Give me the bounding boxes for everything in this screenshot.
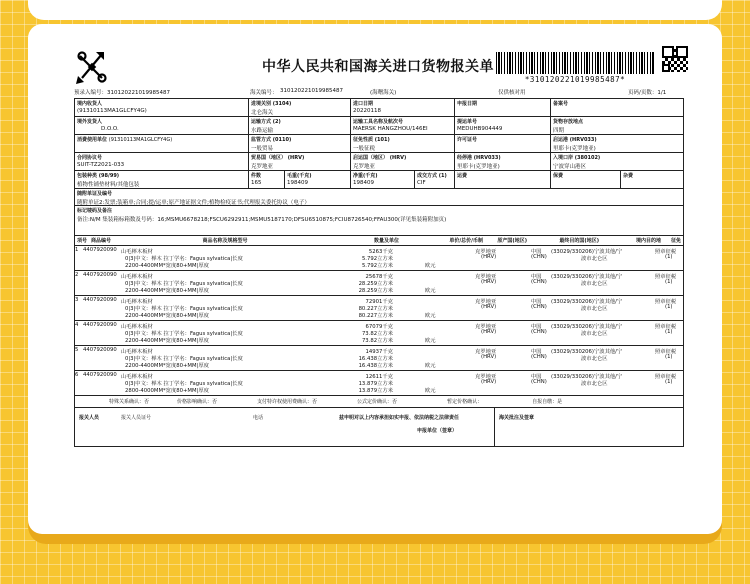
pieces-label: 件数 xyxy=(251,173,262,179)
shipper: D.O.O. xyxy=(101,126,119,132)
qr-code-icon xyxy=(662,46,688,72)
goods-name: 山毛榉木板材 xyxy=(121,249,153,255)
goods-row xyxy=(75,296,683,321)
customs-emblem-icon xyxy=(74,48,110,86)
statement: 兹申明对以上内容承担如实申报、依法纳税之法律责任 xyxy=(339,415,460,421)
goods-spec2: 2200-4400MM*宽度80+MM|厚度 xyxy=(125,313,209,319)
goods-q3: 5.792立方米 xyxy=(361,263,393,269)
goods-no: 6 xyxy=(75,372,79,378)
goods-place: (33029/330206)宁波其他/宁 xyxy=(551,324,623,330)
goods-spec1: 0|3|中文：榉木 拉丁学名：Fagus sylvatica|长度 xyxy=(125,281,243,287)
goods-levy: 照章征税 xyxy=(655,349,677,355)
goods-q1: 25678千克 xyxy=(365,274,393,280)
docs: 随附单证2:发票;装箱单;合同;提/运单;原产地证据文件;植物检疫证书;代理报关委托协议（电子） xyxy=(77,200,310,205)
entry-place: 宁波穿山港区 xyxy=(553,164,587,170)
col-no: 项号 xyxy=(77,238,88,244)
goods-no: 3 xyxy=(75,297,79,303)
goods-row xyxy=(75,321,683,346)
goods-name: 山毛榉木板材 xyxy=(121,274,153,280)
goods-origin-code: (HRV) xyxy=(481,279,497,285)
consignee: (91310113MA1GLCFY4G) xyxy=(77,108,147,114)
confirm-royalty: 支付特许权使用费确认：否 xyxy=(257,399,318,405)
transport-code: (2) xyxy=(272,119,281,125)
vessel-label: 运输工具名称及航次号 xyxy=(353,119,404,125)
stop-port-code: (HRV033) xyxy=(473,155,501,161)
gross: 198409 xyxy=(287,180,308,186)
goods-code: 4407920090 xyxy=(83,372,117,378)
page-no: 页码/页数：1/1 xyxy=(628,90,667,96)
goods-dest-cn: 中国 xyxy=(531,349,542,355)
transport: 水路运输 xyxy=(251,128,274,134)
goods-levy2: (1) xyxy=(665,354,673,360)
col-dest: 最终目的国(地区) xyxy=(559,238,599,244)
goods-code: 4407920090 xyxy=(83,347,117,353)
net-label: 净重(千克) xyxy=(353,173,378,179)
goods-spec2: 2200-4400MM*宽度80+MM|厚度 xyxy=(125,263,209,269)
goods-q2: 16.438立方米 xyxy=(358,356,393,362)
goods-place: (33029/330206)宁波其他/宁 xyxy=(551,374,623,380)
goods-spec2: 2800-4000MM*宽度80+MM|厚度 xyxy=(125,388,209,394)
goods-place2: 波市北仑区 xyxy=(581,256,608,262)
goods-levy2: (1) xyxy=(665,329,673,335)
goods-name: 山毛榉木板材 xyxy=(121,349,153,355)
goods-spec1: 0|3|中文：榉木 拉丁学名：Fagus sylvatica|长度 xyxy=(125,356,243,362)
goods-dest-cn: 中国 xyxy=(531,274,542,280)
bl-label: 提运单号 xyxy=(457,119,478,125)
goods-no: 1 xyxy=(75,247,79,253)
goods-cur: 欧元 xyxy=(425,388,436,394)
goods-q1: 5263千克 xyxy=(368,249,393,255)
goods-spec2: 2200-4400MM*宽度80+MM|厚度 xyxy=(125,288,209,294)
goods-dest-cn: 中国 xyxy=(531,249,542,255)
consumer-label: 消费使用单位 xyxy=(77,137,108,143)
consumer: (91310113MA1GLCFY4G) xyxy=(108,137,173,143)
import-date: 20220118 xyxy=(353,108,381,114)
barcode-text: *310120221019985487* xyxy=(524,75,626,84)
verify-only: 仅供核对用 xyxy=(498,90,526,96)
goods-spec2: 2200-4400MM*宽度80+MM|厚度 xyxy=(125,338,209,344)
declarant-cert-label: 报关人员证号 xyxy=(121,415,152,421)
goods-place2: 波市北仑区 xyxy=(581,331,608,337)
goods-row xyxy=(75,246,683,271)
goods-q1: 67079千克 xyxy=(365,324,393,330)
goods-place2: 波市北仑区 xyxy=(581,381,608,387)
goods-place: (33029/330206)宁波其他/宁 xyxy=(551,349,623,355)
consignee-label: 境内收货人 xyxy=(77,101,103,107)
goods-q1: 14937千克 xyxy=(365,349,393,355)
goods-dest-code: (CHN) xyxy=(531,354,547,360)
contract: SUIT-TZ2021-033 xyxy=(77,162,125,168)
package-label: 包装种类 xyxy=(77,173,98,179)
doc-title: 中华人民共和国海关进口货物报关单 xyxy=(262,59,494,75)
goods-place: (33029/330206)宁波其他/宁 xyxy=(551,249,623,255)
entry-port: 北仑海关 xyxy=(251,110,274,116)
phone-label: 电话 xyxy=(253,415,264,421)
terms: CIF xyxy=(417,180,426,186)
barcode xyxy=(496,52,654,74)
col-price: 单价/总价/币制 xyxy=(449,238,483,244)
goods-q1: 12611千克 xyxy=(365,374,393,380)
goods-q3: 80.227立方米 xyxy=(358,313,393,319)
permit-label: 许可证号 xyxy=(457,137,478,143)
goods-levy2: (1) xyxy=(665,254,673,260)
goods-q1: 72901千克 xyxy=(365,299,393,305)
goods-levy2: (1) xyxy=(665,279,673,285)
terms-label: 成交方式 xyxy=(417,173,438,179)
goods-levy: 照章征税 xyxy=(655,274,677,280)
supervision-code: (0110) xyxy=(272,137,292,143)
goods-origin-cn: 克罗地亚 xyxy=(475,299,497,305)
levy-code: (101) xyxy=(374,137,390,143)
goods-cur: 欧元 xyxy=(425,313,436,319)
departure-country-label: 启运国（地区） xyxy=(353,155,389,161)
goods-origin-code: (HRV) xyxy=(481,254,497,260)
declarant-org: 申报单位（签章） xyxy=(417,428,458,434)
goods-levy2: (1) xyxy=(665,304,673,310)
goods-q3: 28.259立方米 xyxy=(358,288,393,294)
goods-levy2: (1) xyxy=(665,379,673,385)
goods-no: 2 xyxy=(75,272,79,278)
goods-list xyxy=(75,246,683,396)
col-code: 商品编号 xyxy=(91,238,112,244)
goods-origin-cn: 克罗地亚 xyxy=(475,249,497,255)
marks-label: 标记唛码及备注 xyxy=(77,208,113,214)
goods-dest-cn: 中国 xyxy=(531,324,542,330)
docs-label: 随附单证及编号 xyxy=(77,191,113,197)
goods-dest-code: (CHN) xyxy=(531,304,547,310)
goods-code: 4407920090 xyxy=(83,272,117,278)
package: 植物性铺垫材料/其他包装 xyxy=(77,182,140,188)
entry-place-code: (380102) xyxy=(574,155,601,161)
goods-code: 4407920090 xyxy=(83,322,117,328)
goods-row xyxy=(75,371,683,396)
confirm-price: 价格影响确认：否 xyxy=(177,399,218,405)
origin-port: 里耶卡(克罗地亚) xyxy=(553,146,596,152)
trade-country: 克罗地亚 xyxy=(251,164,274,170)
declaration-table xyxy=(74,98,684,447)
col-origin: 原产国(地区) xyxy=(497,238,527,244)
goods-origin-code: (HRV) xyxy=(481,304,497,310)
storage: 四期 xyxy=(553,128,565,134)
goods-spec1: 0|3|中文：榉木 拉丁学名：Fagus sylvatica|长度 xyxy=(125,381,243,387)
transport-label: 运输方式 xyxy=(251,119,272,125)
goods-cur: 欧元 xyxy=(425,338,436,344)
goods-levy: 照章征税 xyxy=(655,299,677,305)
col-place: 境内目的地 xyxy=(635,238,661,244)
vessel: MAERSK HANGZHOU/146EI xyxy=(353,126,428,132)
goods-row xyxy=(75,346,683,371)
package-code: (98/99) xyxy=(98,173,120,179)
col-levy: 征免 xyxy=(670,238,681,244)
goods-origin-code: (HRV) xyxy=(481,354,497,360)
goods-q2: 28.259立方米 xyxy=(358,281,393,287)
goods-q2: 5.792立方米 xyxy=(361,256,393,262)
goods-origin-cn: 克罗地亚 xyxy=(475,324,497,330)
goods-place2: 波市北仑区 xyxy=(581,306,608,312)
goods-no: 5 xyxy=(75,347,79,353)
customs-office: (海曙海关) xyxy=(370,90,397,96)
goods-q3: 16.438立方米 xyxy=(358,363,393,369)
goods-place2: 波市北仑区 xyxy=(581,281,608,287)
pieces: 165 xyxy=(251,180,262,186)
goods-place2: 波市北仑区 xyxy=(581,356,608,362)
departure-country-code: (HRV) xyxy=(389,155,407,161)
marks: 备注:N/M 集装箱标箱数及号码：16;MSMU6678218;FSCU6292911;MSMU5187170;DFSU6510875;FCIU8726540;FFAU300(详见集装箱附加页) xyxy=(77,217,447,223)
meta-line xyxy=(74,88,684,98)
goods-origin-code: (HRV) xyxy=(481,379,497,385)
col-name: 商品名称及规格型号 xyxy=(202,238,248,244)
levy: 一般征税 xyxy=(353,146,376,152)
confirm-row xyxy=(75,396,683,408)
bl-number: MEDUHB904449 xyxy=(457,126,503,132)
top-card-edge xyxy=(28,0,722,20)
terms-code: (1) xyxy=(438,173,447,179)
goods-name: 山毛榉木板材 xyxy=(121,324,153,330)
customs-no: 310120221019985487 xyxy=(280,88,343,94)
stop-port: 里耶卡(克罗地亚) xyxy=(457,164,500,170)
gross-label: 毛重(千克) xyxy=(287,173,312,179)
confirm-self-pay: 自报自缴：是 xyxy=(532,399,563,405)
goods-q3: 73.82立方米 xyxy=(361,338,393,344)
goods-row xyxy=(75,271,683,296)
entry-port-code: (3104) xyxy=(272,101,292,107)
confirm-formula: 公式定价确认：否 xyxy=(357,399,398,405)
goods-cur: 欧元 xyxy=(425,263,436,269)
goods-code: 4407920090 xyxy=(83,297,117,303)
contract-label: 合同协议号 xyxy=(77,155,103,161)
supervision-label: 监管方式 xyxy=(251,137,272,143)
goods-dest-code: (CHN) xyxy=(531,379,547,385)
col-qty: 数量及单位 xyxy=(373,238,399,244)
origin-port-label: 启运港 xyxy=(553,137,569,143)
goods-q3: 13.879立方米 xyxy=(358,388,393,394)
storage-label: 货物存放地点 xyxy=(553,119,584,125)
goods-no: 4 xyxy=(75,322,79,328)
goods-cur: 欧元 xyxy=(425,288,436,294)
declare-date-label: 申报日期 xyxy=(457,101,478,107)
misc-label: 杂费 xyxy=(623,173,634,179)
import-date-label: 进口日期 xyxy=(353,101,374,107)
origin-port-code: (HRV033) xyxy=(569,137,597,143)
goods-dest-code: (CHN) xyxy=(531,329,547,335)
goods-place: (33029/330206)宁波其他/宁 xyxy=(551,299,623,305)
goods-name: 山毛榉木板材 xyxy=(121,374,153,380)
confirm-special: 特殊关系确认：否 xyxy=(109,399,150,405)
record-no-label: 备案号 xyxy=(553,101,569,107)
levy-label: 征免性质 xyxy=(353,137,374,143)
goods-code: 4407920090 xyxy=(83,247,117,253)
goods-place: (33029/330206)宁波其他/宁 xyxy=(551,274,623,280)
entry-place-label: 入境口岸 xyxy=(553,155,574,161)
goods-header xyxy=(75,236,683,246)
goods-cur: 欧元 xyxy=(425,363,436,369)
confirm-provisional: 暂定价格确认： xyxy=(447,399,483,405)
trade-country-label: 贸易国（地区） xyxy=(251,155,287,161)
goods-levy: 照章征税 xyxy=(655,324,677,330)
goods-spec2: 2200-4400MM*宽度80+MM|厚度 xyxy=(125,363,209,369)
entry-port-label: 进境关别 xyxy=(251,101,272,107)
departure-country: 克罗地亚 xyxy=(353,164,376,170)
customs-remark: 海关批注及签章 xyxy=(499,415,535,421)
shipper-label: 境外发货人 xyxy=(77,119,103,125)
trade-country-code: (HRV) xyxy=(287,155,305,161)
goods-dest-cn: 中国 xyxy=(531,374,542,380)
stop-port-label: 经停港 xyxy=(457,155,473,161)
goods-origin-cn: 克罗地亚 xyxy=(475,349,497,355)
goods-dest-cn: 中国 xyxy=(531,299,542,305)
freight-label: 运费 xyxy=(457,173,468,179)
goods-levy: 照章征税 xyxy=(655,249,677,255)
supervision: 一般贸易 xyxy=(251,146,274,152)
goods-dest-code: (CHN) xyxy=(531,254,547,260)
goods-spec1: 0|3|中文：榉木 拉丁学名：Fagus sylvatica|长度 xyxy=(125,306,243,312)
goods-origin-cn: 克罗地亚 xyxy=(475,374,497,380)
goods-q2: 73.82立方米 xyxy=(361,331,393,337)
pre-entry-no: 预录入编号：310120221019985487 xyxy=(74,90,170,96)
declarant-label: 报关人员 xyxy=(79,415,100,421)
goods-origin-code: (HRV) xyxy=(481,329,497,335)
goods-dest-code: (CHN) xyxy=(531,279,547,285)
goods-spec1: 0|3|中文：榉木 拉丁学名：Fagus sylvatica|长度 xyxy=(125,256,243,262)
goods-q2: 13.879立方米 xyxy=(358,381,393,387)
goods-origin-cn: 克罗地亚 xyxy=(475,274,497,280)
insurance-label: 保费 xyxy=(553,173,564,179)
net: 198409 xyxy=(353,180,374,186)
goods-levy: 照章征税 xyxy=(655,374,677,380)
goods-spec1: 0|3|中文：榉木 拉丁学名：Fagus sylvatica|长度 xyxy=(125,331,243,337)
goods-q2: 80.227立方米 xyxy=(358,306,393,312)
goods-name: 山毛榉木板材 xyxy=(121,299,153,305)
customs-no-label: 海关编号： xyxy=(250,90,278,96)
